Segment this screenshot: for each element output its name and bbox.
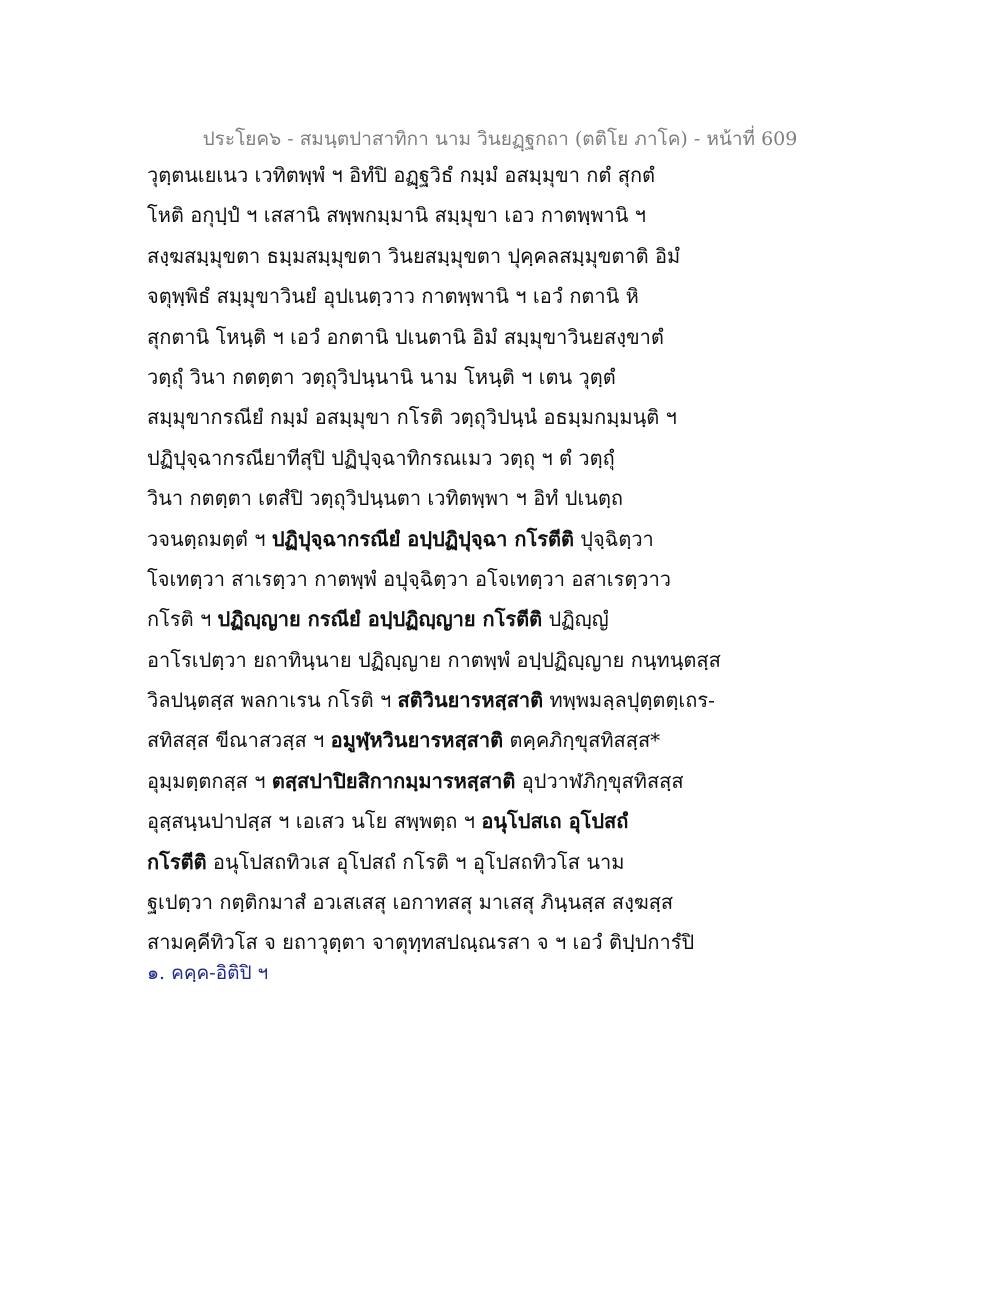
bold-term: สติวินยารหสฺสาติ xyxy=(397,688,544,713)
text-line: กโรติ ฯ ปฏิญฺญาย กรณียํ อปฺปฏิญฺญาย กโรตีติ ปฏิญฺญํ xyxy=(147,607,609,632)
text-line: อุมฺมตฺตกสฺส ฯ ตสฺสปาปิยสิกากมฺมารหสฺสาติ อุปวาฬภิกฺขุสทิสสฺส xyxy=(147,768,684,793)
text-line: สงฺฆสมฺมุขตา ธมฺมสมฺมุขตา วินยสมฺมุขตา ปุคฺคลสมฺมุขตาติ อิมํ xyxy=(147,243,681,268)
text-line: กโรตีติ อนุโปสถทิวเส อุโปสถํ กโรติ ฯ อุโปสถทิวโส นาม xyxy=(147,849,625,874)
text-line: ฐเปตฺวา กตฺติกมาสํ อวเสเสสุ เอกาทสสุ มาเสสุ ภินฺนสฺส สงฺฆสฺส xyxy=(147,890,674,915)
page-header: ประโยค๖ - สมนฺตปาสาทิกา นาม วินยฏฺฐกถา (ตติโย ภาโค) - หน้าที่ 609 xyxy=(202,128,798,150)
bold-term: ปฏิปุจฺฉากรณียํ อปฺปฏิปุจฺฉา กโรตีติ xyxy=(271,526,574,551)
text-line: วินา กตตฺตา เตสํปิ วตฺถุวิปนฺนตา เวทิตพฺพา ฯ อิทํ ปเนตฺถ xyxy=(147,486,624,511)
text-line: ปฏิปุจฺฉากรณียาทีสุปิ ปฏิปุจฺฉาทิกรณเมว วตฺถุ ฯ ตํ วตฺถุํ xyxy=(147,445,615,470)
text-line: สุกตานิ โหนฺติ ฯ เอวํ อกตานิ ปเนตานิ อิมํ สมฺมุขาวินยสงฺขาตํ xyxy=(147,324,664,349)
text-line: วุตฺตนเยเนว เวทิตพฺพํ ฯ อิทํปิ อฏฺฐวิธํ กมฺมํ อสมฺมุขา กตํ สุกตํ xyxy=(147,163,656,187)
bold-term: อนุโปสเถ อุโปสถํ xyxy=(481,809,629,834)
bold-term: ตสฺสปาปิยสิกากมฺมารหสฺสาติ xyxy=(271,768,516,793)
text-line: โหติ อกุปฺปํ ฯ เสสานิ สพฺพกมฺมานิ สมฺมุขา เอว กาตพฺพานิ ฯ xyxy=(147,203,647,228)
text-line: สามคฺคีทิวโส จ ยถาวุตฺตา จาตุทฺทสปณฺณรสา จ ฯ เอวํ ติปฺปการํปิ xyxy=(147,930,695,955)
body-text xyxy=(147,158,767,966)
bold-term: กโรตีติ xyxy=(147,849,207,874)
text-line: อุสฺสนฺนปาปสฺส ฯ เอเสว นโย สพฺพตฺถ ฯ อนุโปสเถ อุโปสถํ xyxy=(147,809,629,834)
text-line: วจนตฺถมตฺตํ ฯ ปฏิปุจฺฉากรณียํ อปฺปฏิปุจฺฉา กโรตีติ ปุจฺฉิตฺวา xyxy=(147,526,654,551)
text-line: สทิสสฺส ขีณาสวสฺส ฯ อมูฬฺหวินยารหสฺสาติ ตคฺคภิกฺขุสทิสสฺส* xyxy=(147,728,661,753)
text-line: โจเทตฺวา สาเรตฺวา กาตพฺพํ อปุจฺฉิตฺวา อโจเทตฺวา อสาเรตฺวาว xyxy=(147,566,672,591)
footnote: ๑. คคฺค-อิติปิ ฯ xyxy=(147,962,269,984)
text-line: วิลปนฺตสฺส พลกาเรน กโรติ ฯ สติวินยารหสฺสาติ ทพฺพมลฺลปุตฺตตฺเถร- xyxy=(147,688,715,713)
text-line: อาโรเปตฺวา ยถาทินฺนาย ปฏิญฺญาย กาตพฺพํ อปฺปฏิญฺญาย กนฺทนฺตสฺส xyxy=(147,647,721,672)
text-line: สมฺมุขากรณียํ กมฺมํ อสมฺมุขา กโรติ วตฺถุวิปนฺนํ อธมฺมกมฺมนฺติ ฯ xyxy=(147,405,677,430)
text-line: จตุพฺพิธํ สมฺมุขาวินยํ อุปเนตฺวาว กาตพฺพานิ ฯ เอวํ กตานิ หิ xyxy=(147,284,639,309)
bold-term: อมูฬฺหวินยารหสฺสาติ xyxy=(330,728,504,753)
text-line: วตฺถุํ วินา กตตฺตา วตฺถุวิปนฺนานิ นาม โหนฺติ ฯ เตน วุตฺตํ xyxy=(147,364,616,389)
bold-term: ปฏิญฺญาย กรณียํ อปฺปฏิญฺญาย กโรตีติ xyxy=(217,607,543,632)
